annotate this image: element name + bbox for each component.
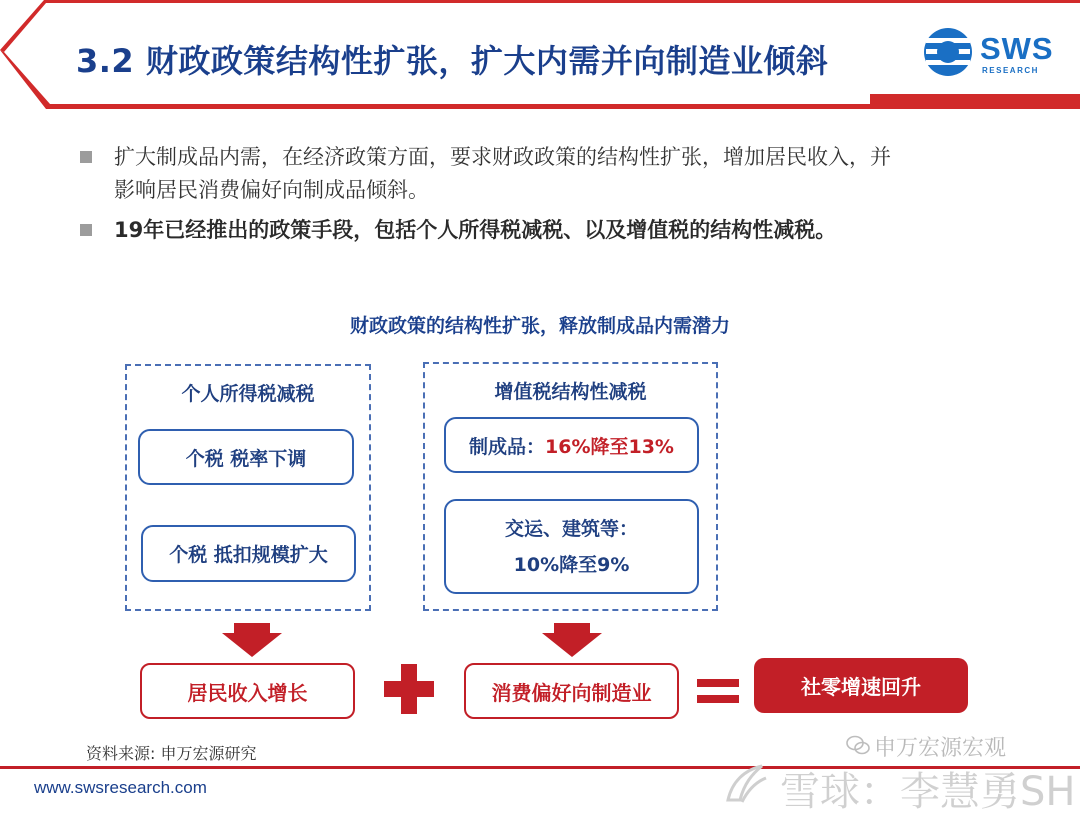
- bullet-2-line-1: 19年已经推出的政策手段，包括个人所得税减税、以及增值税的结构性减税。: [114, 218, 837, 242]
- bullet-1-line-2: 影响居民消费偏好向制成品倾斜。: [114, 178, 429, 202]
- watermark-account: 申万宏源宏观: [874, 736, 1007, 761]
- left-item-tax-rate: 个税 税率下调: [138, 429, 354, 485]
- bullet-1-line-1: 扩大制成品内需，在经济政策方面，要求财政政策的结构性扩张，增加居民收入，并: [114, 145, 891, 169]
- diagram-title: 财政政策的结构性扩张，释放制成品内需潜力: [349, 315, 730, 337]
- logo-subtext: RESEARCH: [982, 66, 1039, 75]
- right-item-transport-line-1: 交运、建筑等：: [504, 517, 638, 540]
- outcome-income-growth: 居民收入增长: [140, 663, 355, 719]
- down-arrow-icon: [222, 623, 282, 657]
- watermark-xueqiu: 雪球：李慧勇SH: [780, 769, 1076, 815]
- down-arrow-icon: [542, 623, 602, 657]
- outcome-consumption-preference: 消费偏好向制造业: [464, 663, 679, 719]
- equals-icon: [697, 679, 739, 703]
- footer-url: www.swsresearch.com: [34, 778, 207, 797]
- left-group-label: 个人所得税减税: [181, 383, 315, 405]
- plus-icon: [384, 664, 434, 714]
- bullet-marker: [80, 151, 92, 163]
- right-item-manufactured-rate: 16%降至13%: [545, 435, 674, 458]
- right-item-transport-line-2: 10%降至9%: [513, 553, 630, 576]
- right-item-manufactured-label: 制成品：: [469, 435, 546, 458]
- slide-title: 3.2 财政政策结构性扩张，扩大内需并向制造业倾斜: [76, 42, 829, 80]
- right-item-transport: [444, 499, 699, 594]
- right-group-label: 增值税结构性减税: [494, 381, 647, 403]
- bullet-marker: [80, 224, 92, 236]
- xueqiu-logo-icon: [722, 762, 770, 806]
- left-item-deduction: 个税 抵扣规模扩大: [141, 525, 356, 582]
- right-item-manufactured: [444, 417, 699, 473]
- logo-text: SWS: [980, 31, 1054, 66]
- wechat-icon: [846, 734, 870, 756]
- outcome-retail-sales-rebound: 社零增速回升: [754, 658, 968, 713]
- source-note: 资料来源: 申万宏源研究: [86, 744, 257, 763]
